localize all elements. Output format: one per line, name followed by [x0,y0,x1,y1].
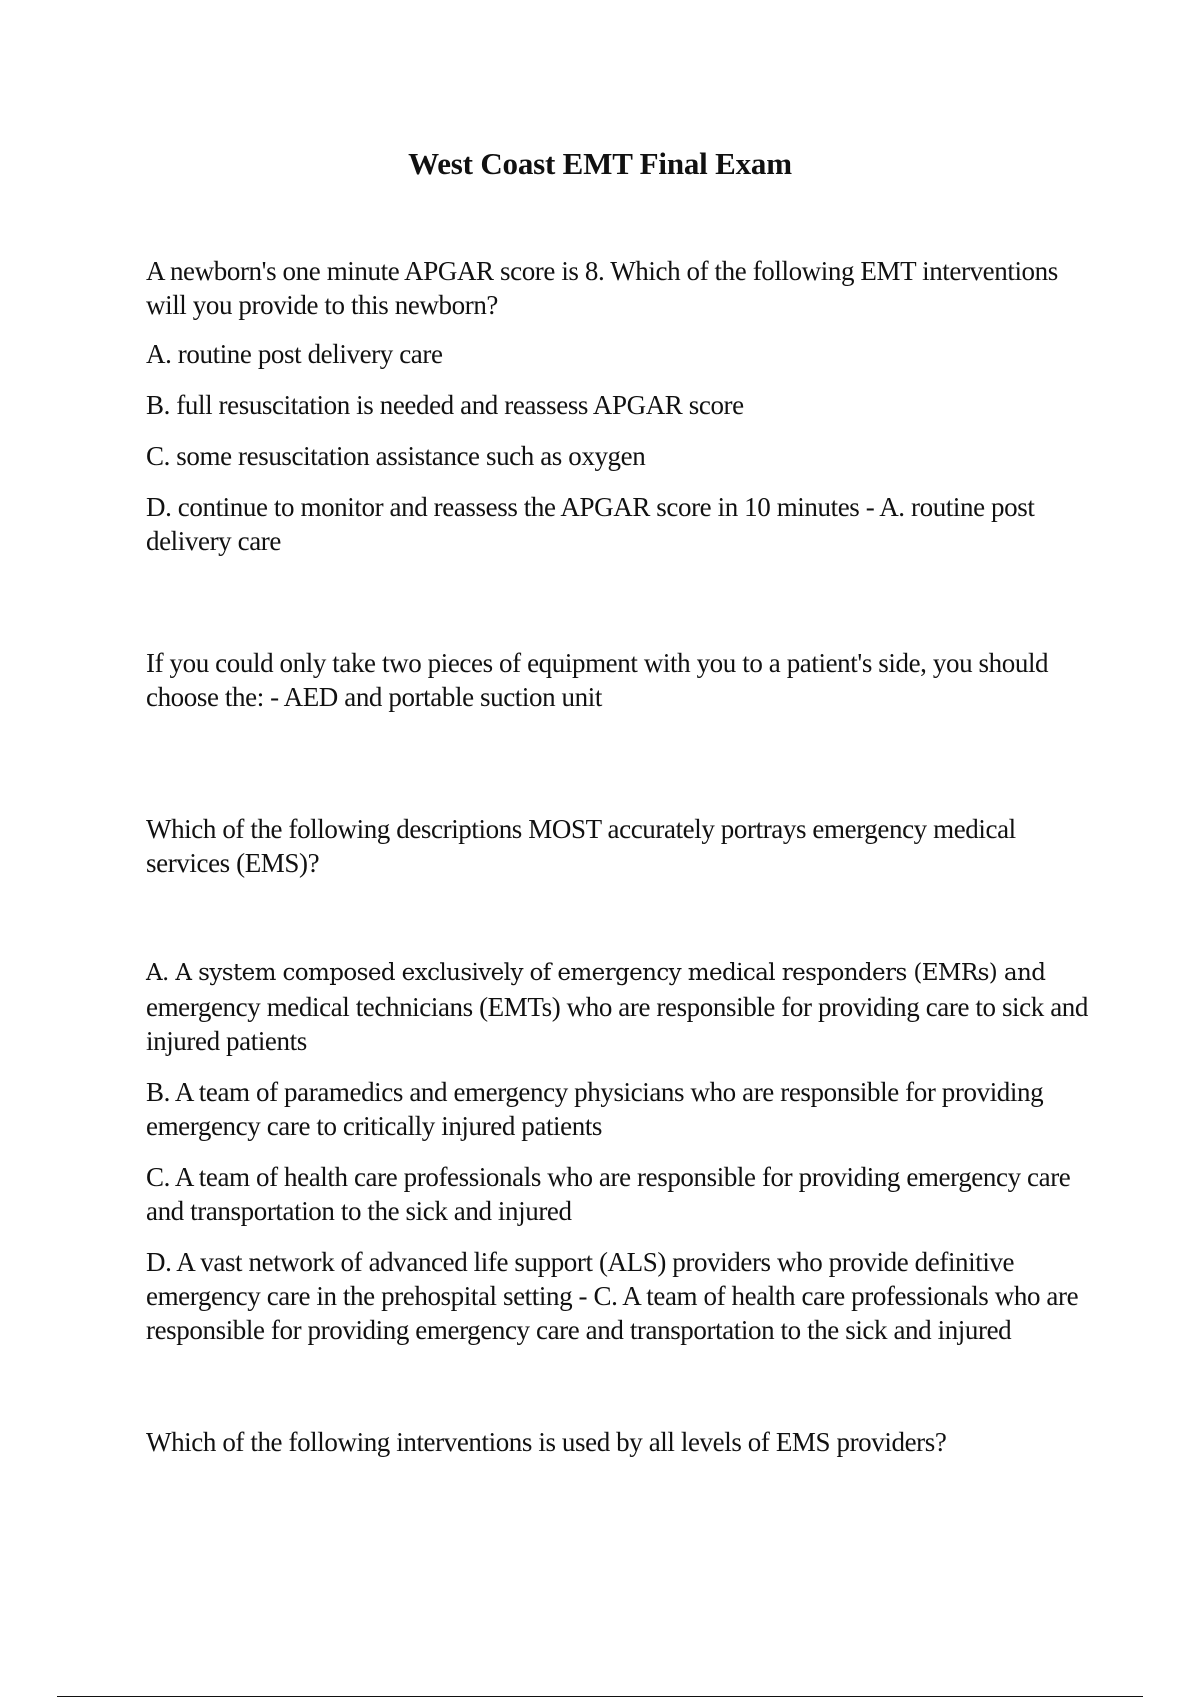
exam-content [146,254,1096,1459]
question-3-text: Which of the following descriptions MOST accurately portrays emergency medical services (EMS)? [146,814,1016,878]
question-1-option-a: A. routine post delivery care [146,339,443,369]
question-1-option-d: D. continue to monitor and reassess the APGAR score in 10 minutes - A. routine post delivery care [146,492,1035,556]
footer-divider [57,1696,1143,1697]
question-3-option-a [146,954,1096,1058]
question-1-option-b: B. full resuscitation is needed and reassess APGAR score [146,390,744,420]
question-4-text: Which of the following interventions is used by all levels of EMS providers? [146,1427,947,1457]
question-3-option-c: C. A team of health care professionals who are responsible for providing emergency care and transportation to the sick and injured [146,1162,1071,1226]
question-2-text: If you could only take two pieces of equipment with you to a patient's side, you should choose the: - AED and portable suction unit [146,648,1049,712]
page-title: West Coast EMT Final Exam [408,146,792,181]
question-3-option-d: D. A vast network of advanced life support (ALS) providers who provide definitive emergency care in the prehospital setting - C. A team of health care professionals who are responsible for providing emergency care and transportation to the sick and injured [146,1247,1079,1345]
question-1-text: A newborn's one minute APGAR score is 8. Which of the following EMT interventions will you provide to this newborn? [146,256,1058,320]
question-3-option-a-rest: emergency medical technicians (EMTs) who are responsible for providing care to sick and injured patients [146,992,1088,1056]
question-1-option-c: C. some resuscitation assistance such as oxygen [146,441,646,471]
question-3-option-b: B. A team of paramedics and emergency physicians who are responsible for providing emergency care to critically injured patients [146,1077,1044,1141]
question-3-option-a-first-line: A. A system composed exclusively of emergency medical responders (EMRs) and [146,960,1046,986]
